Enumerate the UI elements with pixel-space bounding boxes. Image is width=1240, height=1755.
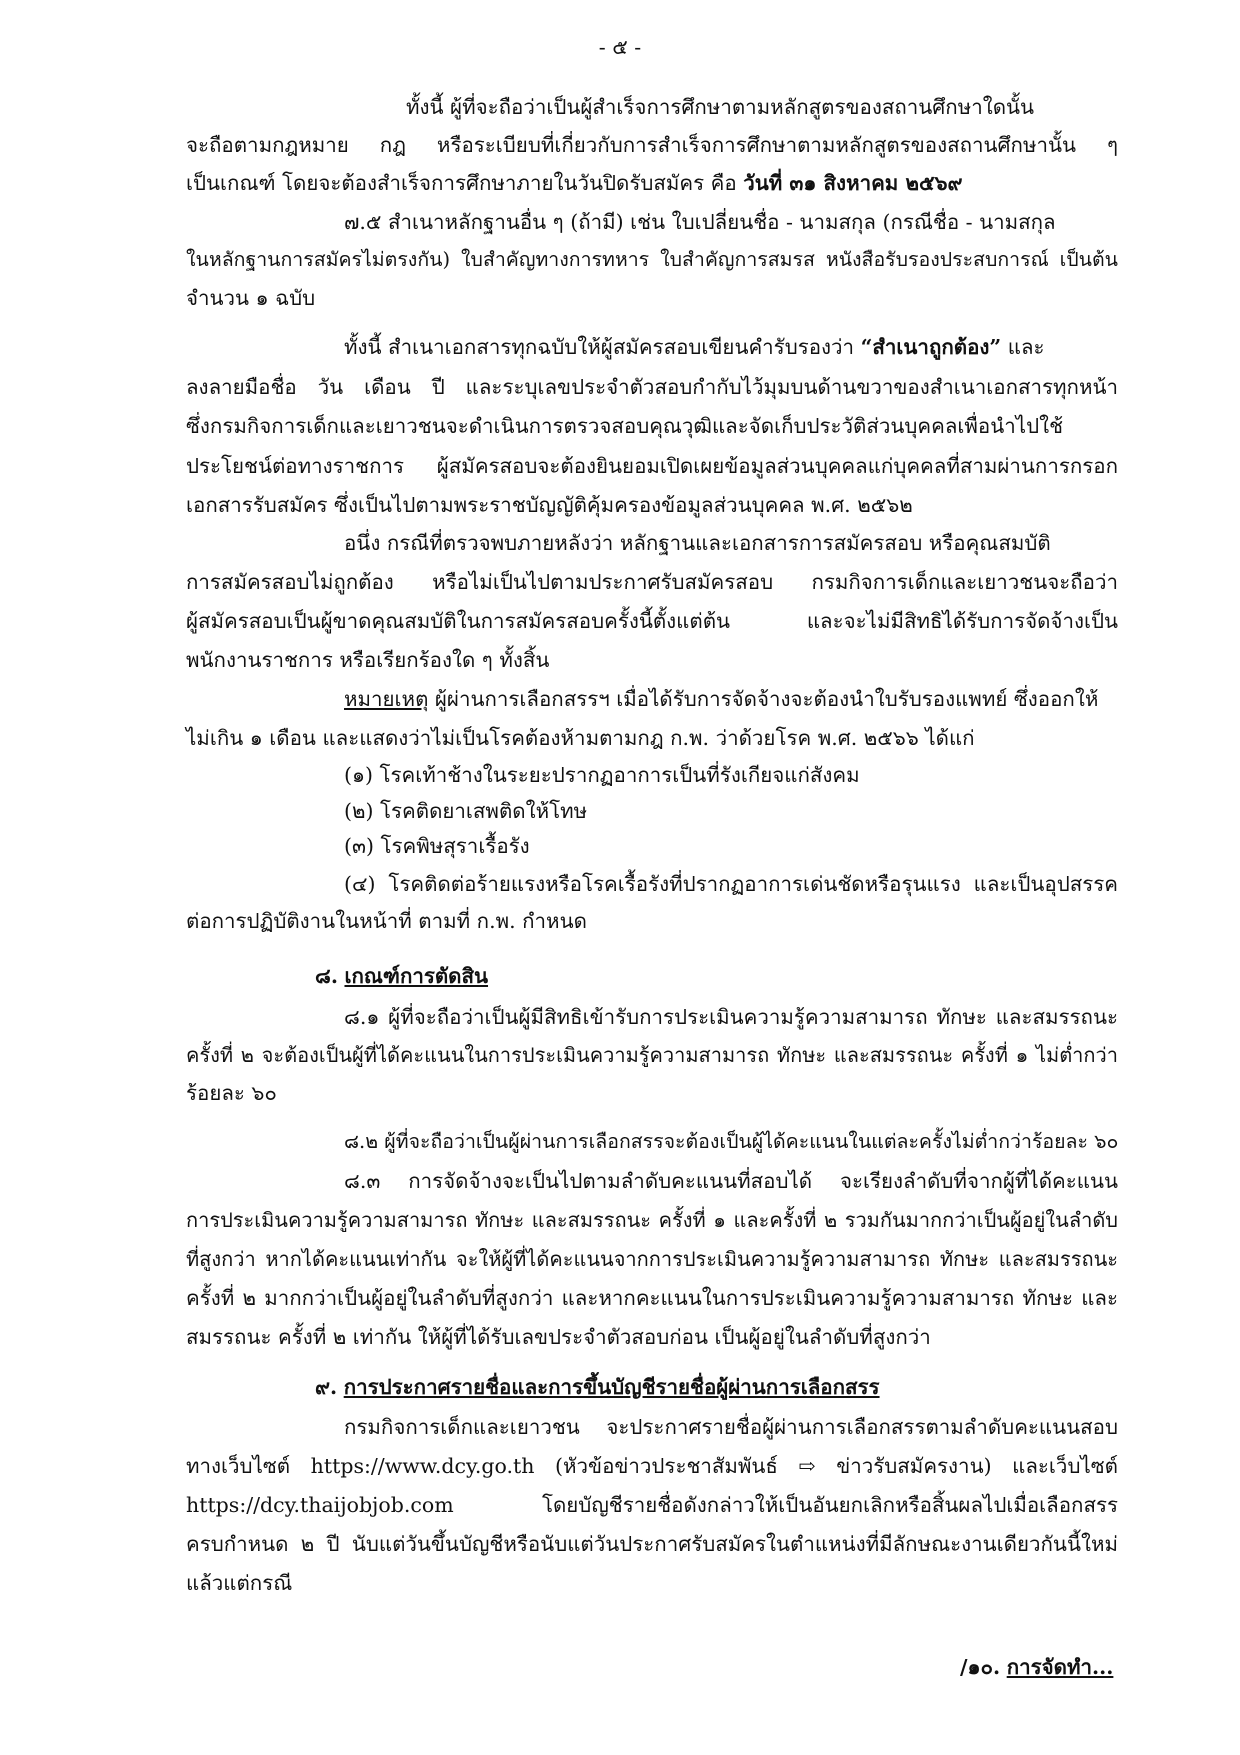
section-9-line: แล้วแต่กรณี bbox=[186, 1571, 293, 1595]
item-8-3-line: สมรรถนะ ครั้งที่ ๒ เท่ากัน ให้ผู้ที่ได้รับเลขประจำตัวสอบก่อน เป็นผู้อยู่ในลำดับที่สูงกว่า bbox=[186, 1325, 931, 1349]
item-8-3-line: การประเมินความรู้ความสามารถ ทักษะ และสมรรถนะ ครั้งที่ ๑ และครั้งที่ ๒ รวมกันมากกว่าเป็นผู้อยู่ในลำดับ bbox=[186, 1208, 1118, 1232]
disease-item: (๑) โรคเท้าช้างในระยะปรากฏอาการเป็นที่รังเกียจแก่สังคม bbox=[344, 763, 860, 787]
item-7-5-line: ๗.๕ สำเนาหลักฐานอื่น ๆ (ถ้ามี) เช่น ใบเปลี่ยนชื่อ - นามสกุล (กรณีชื่อ - นามสกุล bbox=[344, 210, 1056, 234]
paragraph-text: ทั้งนี้ สำเนาเอกสารทุกฉบับให้ผู้สมัครสอบเขียนคำรับรองว่า bbox=[344, 335, 855, 359]
section-title: เกณฑ์การตัดสิน bbox=[344, 964, 489, 988]
paragraph-line bbox=[186, 168, 963, 198]
section-number: ๘. bbox=[315, 964, 338, 988]
item-7-5-line: จำนวน ๑ ฉบับ bbox=[186, 286, 316, 310]
next-page-title: การจัดทำ... bbox=[1006, 1655, 1114, 1679]
paragraph-text: เป็นเกณฑ์ โดยจะต้องสำเร็จการศึกษาภายในวันปิดรับสมัคร คือ bbox=[186, 171, 737, 195]
section-number: ๙. bbox=[315, 1375, 338, 1399]
section-8-heading bbox=[315, 961, 488, 991]
closing-date: วันที่ ๓๑ สิงหาคม ๒๕๖๙ bbox=[743, 171, 963, 195]
item-8-3-line: ที่สูงกว่า หากได้คะแนนเท่ากัน จะให้ผู้ที่ได้คะแนนจากการประเมินความรู้ความสามารถ ทักษะ และสมรรถนะ bbox=[186, 1247, 1118, 1271]
next-page-reference bbox=[960, 1652, 1113, 1682]
disease-item: (๓) โรคพิษสุราเรื้อรัง bbox=[344, 834, 530, 858]
note-text: ผู้ผ่านการเลือกสรรฯ เมื่อได้รับการจัดจ้างจะต้องนำใบรับรองแพทย์ ซึ่งออกให้ bbox=[434, 687, 1099, 711]
paragraph-line: ซึ่งกรมกิจการเด็กและเยาวชนจะดำเนินการตรวจสอบคุณวุฒิและจัดเก็บประวัติส่วนบุคคลเพื่อนำไปใช้ bbox=[186, 414, 1064, 438]
paragraph-line: อนึ่ง กรณีที่ตรวจพบภายหลังว่า หลักฐานและเอกสารการสมัครสอบ หรือคุณสมบัติ bbox=[344, 531, 1051, 555]
certified-copy-phrase: “สำเนาถูกต้อง” bbox=[860, 335, 1002, 359]
paragraph-line bbox=[344, 332, 1045, 362]
section-9-line: ทางเว็บไซต์ https://www.dcy.go.th (หัวข้อข่าวประชาสัมพันธ์ ⇨ ข่าวรับสมัครงาน) และเว็บไซต์ bbox=[186, 1454, 1118, 1478]
note-label: หมายเหตุ bbox=[344, 687, 429, 711]
paragraph-line: ประโยชน์ต่อทางราชการ ผู้สมัครสอบจะต้องยินยอมเปิดเผยข้อมูลส่วนบุคคลแก่บุคคลที่สามผ่านการกรอก bbox=[186, 454, 1118, 478]
paragraph-line: การสมัครสอบไม่ถูกต้อง หรือไม่เป็นไปตามประกาศรับสมัครสอบ กรมกิจการเด็กและเยาวชนจะถือว่า bbox=[186, 570, 1118, 594]
disease-item: (๒) โรคติดยาเสพติดให้โทษ bbox=[344, 799, 588, 823]
paragraph-text: และ bbox=[1007, 335, 1045, 359]
item-8-3-line: ครั้งที่ ๒ มากกว่าเป็นผู้อยู่ในลำดับที่สูงกว่า และหากคะแนนในการประเมินความรู้ความสามารถ ทักษะ และ bbox=[186, 1286, 1118, 1310]
item-8-2: ๘.๒ ผู้ที่จะถือว่าเป็นผู้ผ่านการเลือกสรรจะต้องเป็นผู้ได้คะแนนในแต่ละครั้งไม่ต่ำกว่าร้อยละ ๖๐ bbox=[344, 1130, 1119, 1153]
paragraph-line: เอกสารรับสมัคร ซึ่งเป็นไปตามพระราชบัญญัติคุ้มครองข้อมูลส่วนบุคคล พ.ศ. ๒๕๖๒ bbox=[186, 493, 913, 517]
item-8-1-line: ๘.๑ ผู้ที่จะถือว่าเป็นผู้มีสิทธิเข้ารับการประเมินความรู้ความสามารถ ทักษะ และสมรรถนะ bbox=[344, 1005, 1118, 1029]
paragraph-line: ลงลายมือชื่อ วัน เดือน ปี และระบุเลขประจำตัวสอบกำกับไว้มุมบนด้านขวาของสำเนาเอกสารทุกหน้า bbox=[186, 375, 1118, 399]
note-line: ไม่เกิน ๑ เดือน และแสดงว่าไม่เป็นโรคต้องห้ามตามกฎ ก.พ. ว่าด้วยโรค พ.ศ. ๒๕๖๖ ได้แก่ bbox=[186, 726, 975, 750]
item-8-1-line: ครั้งที่ ๒ จะต้องเป็นผู้ที่ได้คะแนนในการประเมินความรู้ความสามารถ ทักษะ และสมรรถนะ ครั้งที่ ๑ ไม่ต่ำกว่า bbox=[186, 1043, 1118, 1067]
paragraph-line: ผู้สมัครสอบเป็นผู้ขาดคุณสมบัติในการสมัครสอบครั้งนี้ตั้งแต่ต้น และจะไม่มีสิทธิได้รับการจัดจ้างเป็น bbox=[186, 609, 1118, 633]
item-7-5-line: ในหลักฐานการสมัครไม่ตรงกัน) ใบสำคัญทางการทหาร ใบสำคัญการสมรส หนังสือรับรองประสบการณ์ เป็นต้น bbox=[186, 248, 1118, 271]
section-title: การประกาศรายชื่อและการขึ้นบัญชีรายชื่อผู้ผ่านการเลือกสรร bbox=[343, 1375, 880, 1399]
section-9-line: ครบกำหนด ๒ ปี นับแต่วันขึ้นบัญชีหรือนับแต่วันประกาศรับสมัครในตำแหน่งที่มีลักษณะงานเดียวกันนี้ใหม่ bbox=[186, 1532, 1118, 1556]
section-9-heading bbox=[315, 1372, 880, 1402]
paragraph-line: จะถือตามกฎหมาย กฎ หรือระเบียบที่เกี่ยวกับการสำเร็จการศึกษาตามหลักสูตรของสถานศึกษานั้น ๆ bbox=[186, 133, 1118, 157]
note-line bbox=[344, 684, 1098, 714]
item-8-1-line: ร้อยละ ๖๐ bbox=[186, 1081, 277, 1105]
section-9-line: https://dcy.thaijobjob.com โดยบัญชีรายชื่อดังกล่าวให้เป็นอันยกเลิกหรือสิ้นผลไปเมื่อเลือกสรร bbox=[186, 1493, 1118, 1517]
section-9-line: กรมกิจการเด็กและเยาวชน จะประกาศรายชื่อผู้ผ่านการเลือกสรรตามลำดับคะแนนสอบ bbox=[344, 1415, 1118, 1439]
disease-item: (๔) โรคติดต่อร้ายแรงหรือโรคเรื้อรังที่ปรากฏอาการเด่นชัดหรือรุนแรง และเป็นอุปสรรค bbox=[344, 872, 1118, 896]
paragraph-line: พนักงานราชการ หรือเรียกร้องใด ๆ ทั้งสิ้น bbox=[186, 648, 550, 672]
next-page-prefix: /๑๐. bbox=[960, 1655, 1001, 1679]
disease-item: ต่อการปฏิบัติงานในหน้าที่ ตามที่ ก.พ. กำหนด bbox=[186, 909, 587, 933]
item-8-3-line: ๘.๓ การจัดจ้างจะเป็นไปตามลำดับคะแนนที่สอบได้ จะเรียงลำดับที่จากผู้ที่ได้คะแนน bbox=[344, 1169, 1118, 1193]
page-number: - ๕ - bbox=[598, 35, 642, 59]
paragraph-line: ทั้งนี้ ผู้ที่จะถือว่าเป็นผู้สำเร็จการศึกษาตามหลักสูตรของสถานศึกษาใดนั้น bbox=[406, 95, 1035, 119]
